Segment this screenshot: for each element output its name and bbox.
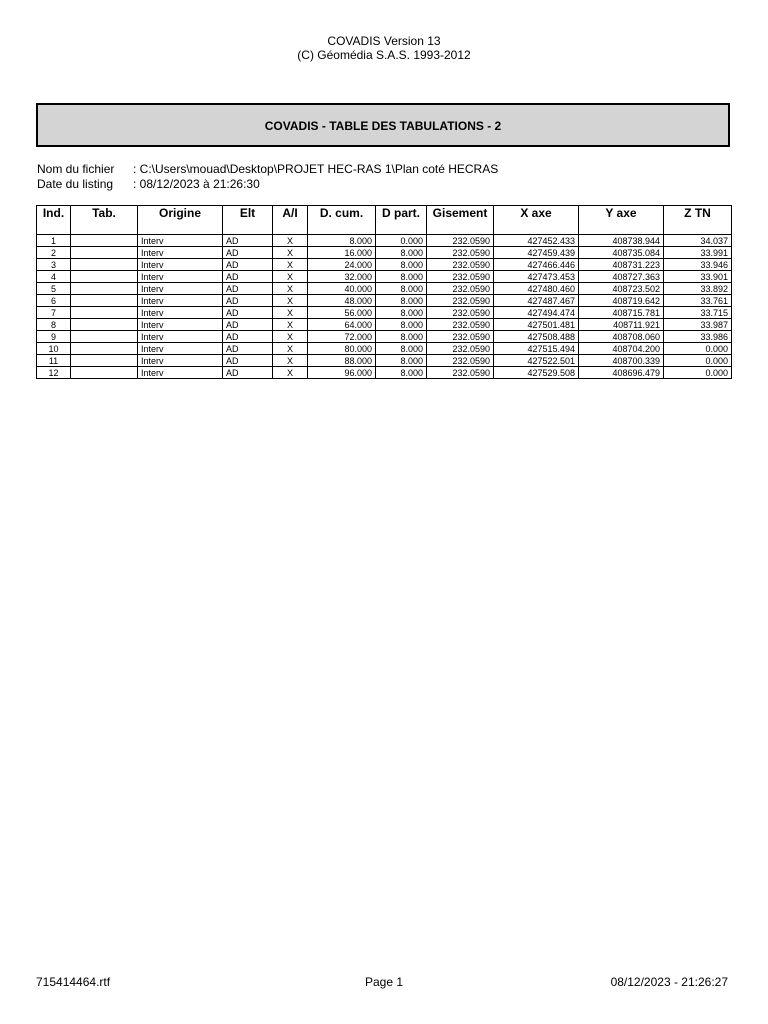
cell-y-axe: 408711.921 [579, 319, 664, 331]
table-row [37, 295, 732, 307]
cell-x-axe: 427494.474 [494, 307, 579, 319]
cell-tab [71, 247, 138, 259]
cell-elt: AD [223, 235, 273, 247]
cell-elt: AD [223, 355, 273, 367]
report-title: COVADIS - TABLE DES TABULATIONS - 2 [264, 119, 502, 133]
cell-gisement: 232.0590 [427, 247, 494, 259]
cell-x-axe: 427501.481 [494, 319, 579, 331]
cell-origine: Interv [138, 259, 223, 271]
copyright: (C) Géomédia S.A.S. 1993-2012 [297, 48, 471, 62]
cell-d-part: 8.000 [376, 307, 427, 319]
cell-d-part: 8.000 [376, 283, 427, 295]
table-row [37, 307, 732, 319]
cell-ind: 5 [37, 283, 71, 295]
cell-elt: AD [223, 331, 273, 343]
file-row [37, 162, 498, 177]
cell-ind: 12 [37, 367, 71, 379]
cell-gisement: 232.0590 [427, 331, 494, 343]
cell-z-tn: 33.761 [664, 295, 732, 307]
cell-ai: X [273, 271, 308, 283]
file-label: Nom du fichier [37, 162, 115, 176]
table-body [37, 235, 732, 379]
cell-x-axe: 427452.433 [494, 235, 579, 247]
cell-x-axe: 427459.439 [494, 247, 579, 259]
report-title-box [36, 103, 730, 147]
cell-x-axe: 427466.446 [494, 259, 579, 271]
cell-y-axe: 408708.060 [579, 331, 664, 343]
cell-elt: AD [223, 307, 273, 319]
cell-z-tn: 33.946 [664, 259, 732, 271]
cell-d-part: 0.000 [376, 235, 427, 247]
cell-ai: X [273, 295, 308, 307]
cell-y-axe: 408723.502 [579, 283, 664, 295]
cell-elt: AD [223, 343, 273, 355]
cell-x-axe: 427480.460 [494, 283, 579, 295]
cell-d-cum: 32.000 [308, 271, 376, 283]
table-row [37, 235, 732, 247]
cell-z-tn: 0.000 [664, 343, 732, 355]
cell-tab [71, 235, 138, 247]
table-row [37, 367, 732, 379]
col-header-elt: Elt [223, 206, 273, 235]
footer-datetime: 08/12/2023 - 21:26:27 [610, 975, 728, 989]
cell-y-axe: 408704.200 [579, 343, 664, 355]
cell-ai: X [273, 307, 308, 319]
cell-origine: Interv [138, 295, 223, 307]
cell-d-part: 8.000 [376, 295, 427, 307]
cell-origine: Interv [138, 271, 223, 283]
date-row [37, 177, 498, 192]
cell-z-tn: 0.000 [664, 367, 732, 379]
cell-d-cum: 88.000 [308, 355, 376, 367]
cell-elt: AD [223, 367, 273, 379]
cell-d-part: 8.000 [376, 259, 427, 271]
cell-tab [71, 295, 138, 307]
cell-elt: AD [223, 295, 273, 307]
col-header-x-axe: X axe [494, 206, 579, 235]
cell-d-cum: 80.000 [308, 343, 376, 355]
cell-ind: 7 [37, 307, 71, 319]
col-header-d-part: D part. [376, 206, 427, 235]
cell-x-axe: 427515.494 [494, 343, 579, 355]
cell-x-axe: 427522.501 [494, 355, 579, 367]
cell-ai: X [273, 331, 308, 343]
table-row [37, 331, 732, 343]
cell-gisement: 232.0590 [427, 355, 494, 367]
cell-origine: Interv [138, 319, 223, 331]
table-row [37, 247, 732, 259]
cell-d-cum: 56.000 [308, 307, 376, 319]
cell-d-cum: 64.000 [308, 319, 376, 331]
cell-d-cum: 72.000 [308, 331, 376, 343]
cell-d-cum: 40.000 [308, 283, 376, 295]
cell-ai: X [273, 247, 308, 259]
cell-z-tn: 33.987 [664, 319, 732, 331]
cell-z-tn: 33.715 [664, 307, 732, 319]
cell-gisement: 232.0590 [427, 259, 494, 271]
cell-ai: X [273, 235, 308, 247]
cell-origine: Interv [138, 331, 223, 343]
cell-elt: AD [223, 259, 273, 271]
table-row [37, 319, 732, 331]
col-header-origine: Origine [138, 206, 223, 235]
cell-ind: 3 [37, 259, 71, 271]
cell-d-part: 8.000 [376, 331, 427, 343]
cell-d-part: 8.000 [376, 247, 427, 259]
cell-tab [71, 355, 138, 367]
cell-gisement: 232.0590 [427, 319, 494, 331]
cell-elt: AD [223, 271, 273, 283]
listing-date: : 08/12/2023 à 21:26:30 [133, 177, 260, 191]
cell-tab [71, 307, 138, 319]
cell-tab [71, 283, 138, 295]
cell-gisement: 232.0590 [427, 307, 494, 319]
cell-d-part: 8.000 [376, 367, 427, 379]
cell-origine: Interv [138, 307, 223, 319]
table-row [37, 259, 732, 271]
cell-z-tn: 0.000 [664, 355, 732, 367]
cell-tab [71, 259, 138, 271]
cell-tab [71, 367, 138, 379]
document-header [0, 34, 768, 62]
cell-gisement: 232.0590 [427, 283, 494, 295]
cell-d-cum: 96.000 [308, 367, 376, 379]
cell-y-axe: 408700.339 [579, 355, 664, 367]
cell-origine: Interv [138, 367, 223, 379]
cell-z-tn: 33.901 [664, 271, 732, 283]
cell-ai: X [273, 367, 308, 379]
cell-ind: 4 [37, 271, 71, 283]
col-header-ai: A/I [273, 206, 308, 235]
cell-y-axe: 408738.944 [579, 235, 664, 247]
cell-origine: Interv [138, 283, 223, 295]
cell-z-tn: 33.986 [664, 331, 732, 343]
software-version: COVADIS Version 13 [327, 34, 441, 48]
cell-z-tn: 34.037 [664, 235, 732, 247]
cell-origine: Interv [138, 247, 223, 259]
cell-ai: X [273, 283, 308, 295]
cell-tab [71, 319, 138, 331]
listing-info [37, 162, 498, 192]
cell-x-axe: 427529.508 [494, 367, 579, 379]
cell-ai: X [273, 319, 308, 331]
footer-filename: 715414464.rtf [36, 975, 111, 989]
cell-elt: AD [223, 247, 273, 259]
cell-ind: 9 [37, 331, 71, 343]
cell-elt: AD [223, 319, 273, 331]
col-header-y-axe: Y axe [579, 206, 664, 235]
cell-ai: X [273, 259, 308, 271]
cell-tab [71, 343, 138, 355]
cell-x-axe: 427508.488 [494, 331, 579, 343]
cell-gisement: 232.0590 [427, 367, 494, 379]
cell-gisement: 232.0590 [427, 235, 494, 247]
cell-gisement: 232.0590 [427, 343, 494, 355]
tabulation-table [36, 205, 732, 379]
cell-d-cum: 24.000 [308, 259, 376, 271]
cell-z-tn: 33.892 [664, 283, 732, 295]
cell-y-axe: 408696.479 [579, 367, 664, 379]
cell-ind: 6 [37, 295, 71, 307]
cell-d-cum: 48.000 [308, 295, 376, 307]
col-header-ind: Ind. [37, 206, 71, 235]
cell-z-tn: 33.991 [664, 247, 732, 259]
date-label: Date du listing [37, 177, 114, 191]
cell-ai: X [273, 343, 308, 355]
col-header-gisement: Gisement [427, 206, 494, 235]
table-row [37, 355, 732, 367]
cell-d-part: 8.000 [376, 343, 427, 355]
cell-elt: AD [223, 283, 273, 295]
table-row [37, 343, 732, 355]
cell-d-part: 8.000 [376, 319, 427, 331]
cell-y-axe: 408719.642 [579, 295, 664, 307]
cell-d-part: 8.000 [376, 355, 427, 367]
cell-ind: 8 [37, 319, 71, 331]
cell-d-part: 8.000 [376, 271, 427, 283]
cell-y-axe: 408715.781 [579, 307, 664, 319]
cell-origine: Interv [138, 355, 223, 367]
cell-origine: Interv [138, 343, 223, 355]
cell-tab [71, 271, 138, 283]
cell-gisement: 232.0590 [427, 295, 494, 307]
table-row [37, 283, 732, 295]
table-header-row [37, 206, 732, 235]
cell-ai: X [273, 355, 308, 367]
cell-y-axe: 408731.223 [579, 259, 664, 271]
cell-d-cum: 8.000 [308, 235, 376, 247]
cell-ind: 1 [37, 235, 71, 247]
cell-gisement: 232.0590 [427, 271, 494, 283]
cell-ind: 2 [37, 247, 71, 259]
cell-y-axe: 408727.363 [579, 271, 664, 283]
cell-y-axe: 408735.084 [579, 247, 664, 259]
cell-ind: 10 [37, 343, 71, 355]
cell-origine: Interv [138, 235, 223, 247]
file-path: : C:\Users\mouad\Desktop\PROJET HEC-RAS 1\Plan coté HECRAS [133, 162, 499, 176]
cell-ind: 11 [37, 355, 71, 367]
cell-x-axe: 427473.453 [494, 271, 579, 283]
cell-tab [71, 331, 138, 343]
cell-x-axe: 427487.467 [494, 295, 579, 307]
col-header-tab: Tab. [71, 206, 138, 235]
footer-page: Page 1 [364, 975, 404, 989]
col-header-z-tn: Z TN [664, 206, 732, 235]
cell-d-cum: 16.000 [308, 247, 376, 259]
table-row [37, 271, 732, 283]
col-header-d-cum: D. cum. [308, 206, 376, 235]
